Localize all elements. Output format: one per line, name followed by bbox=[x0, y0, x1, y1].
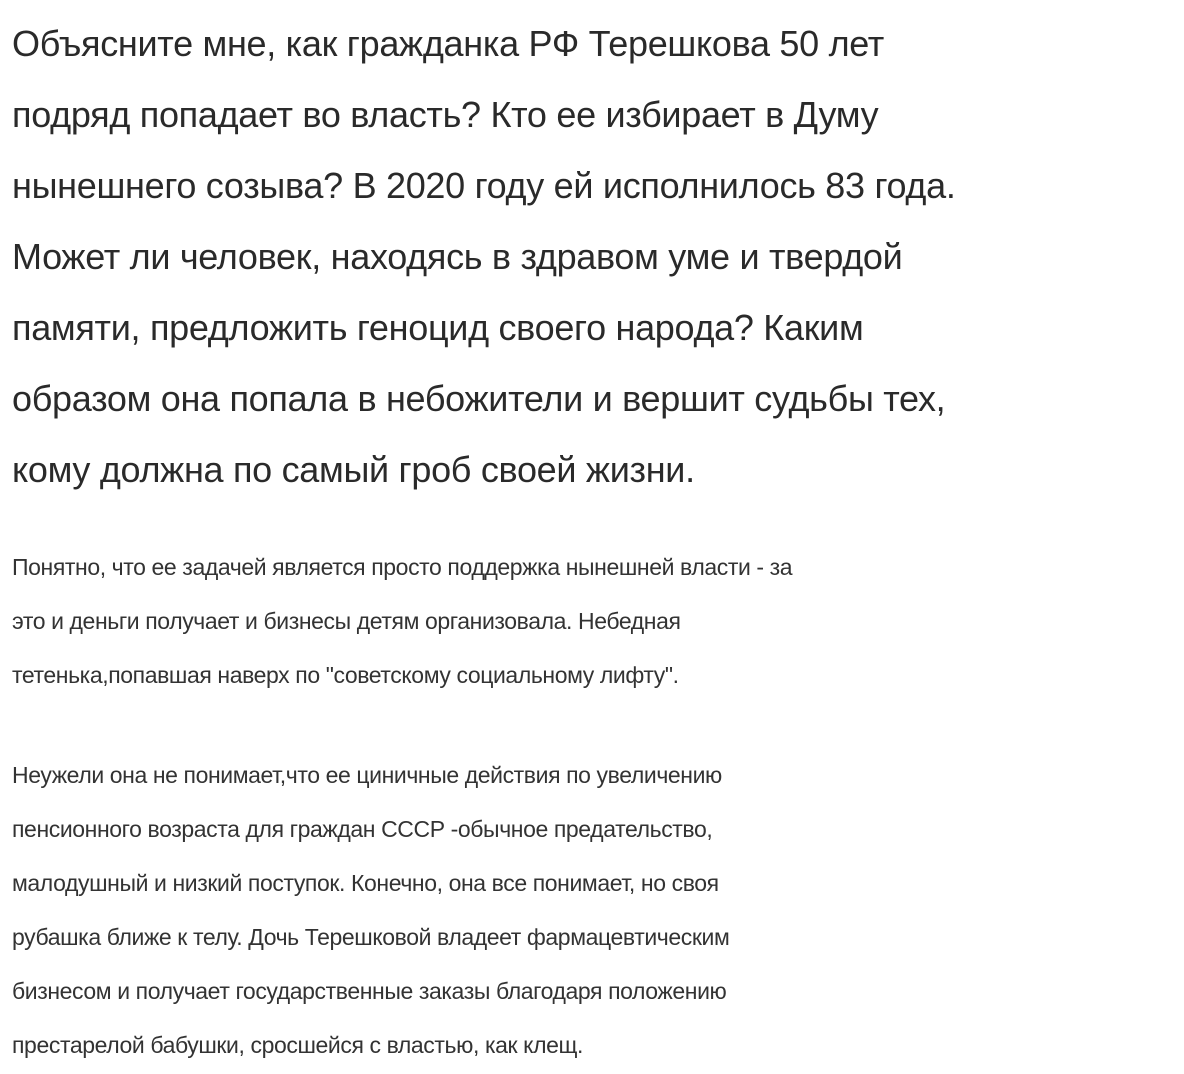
answer-line: тетенька,попавшая наверх по "советскому социальному лифту". bbox=[12, 662, 679, 688]
answer-line: престарелой бабушки, сросшейся с властью, как клещ. bbox=[12, 1032, 583, 1058]
answer-line: Понятно, что ее задачей является просто поддержка нынешней власти - за bbox=[12, 554, 793, 580]
answer-paragraph-2 bbox=[12, 748, 1182, 1072]
question-line: образом она попала в небожители и вершит судьбы тех, bbox=[12, 378, 946, 419]
answer-line: рубашка ближе к телу. Дочь Терешковой владеет фармацевтическим bbox=[12, 924, 730, 950]
answer-line: бизнесом и получает государственные заказы благодаря положению bbox=[12, 978, 727, 1004]
question-line: Может ли человек, находясь в здравом уме и твердой bbox=[12, 236, 903, 277]
question-line: нынешнего созыва? В 2020 году ей исполнилось 83 года. bbox=[12, 165, 956, 206]
question-line: памяти, предложить геноцид своего народа? Каким bbox=[12, 307, 864, 348]
question-line: Объясните мне, как гражданка РФ Терешкова 50 лет bbox=[12, 23, 884, 64]
question-text bbox=[12, 8, 1172, 505]
question-line: кому должна по самый гроб своей жизни. bbox=[12, 449, 695, 490]
answer-line: это и деньги получает и бизнесы детям организовала. Небедная bbox=[12, 608, 681, 634]
answer-line: пенсионного возраста для граждан СССР -обычное предательство, bbox=[12, 816, 713, 842]
answer-paragraph-1 bbox=[12, 540, 1182, 702]
answer-line: Неужели она не понимает,что ее циничные действия по увеличению bbox=[12, 762, 722, 788]
question-line: подряд попадает во власть? Кто ее избирает в Думу bbox=[12, 94, 879, 135]
answer-line: малодушный и низкий поступок. Конечно, она все понимает, но своя bbox=[12, 870, 719, 896]
